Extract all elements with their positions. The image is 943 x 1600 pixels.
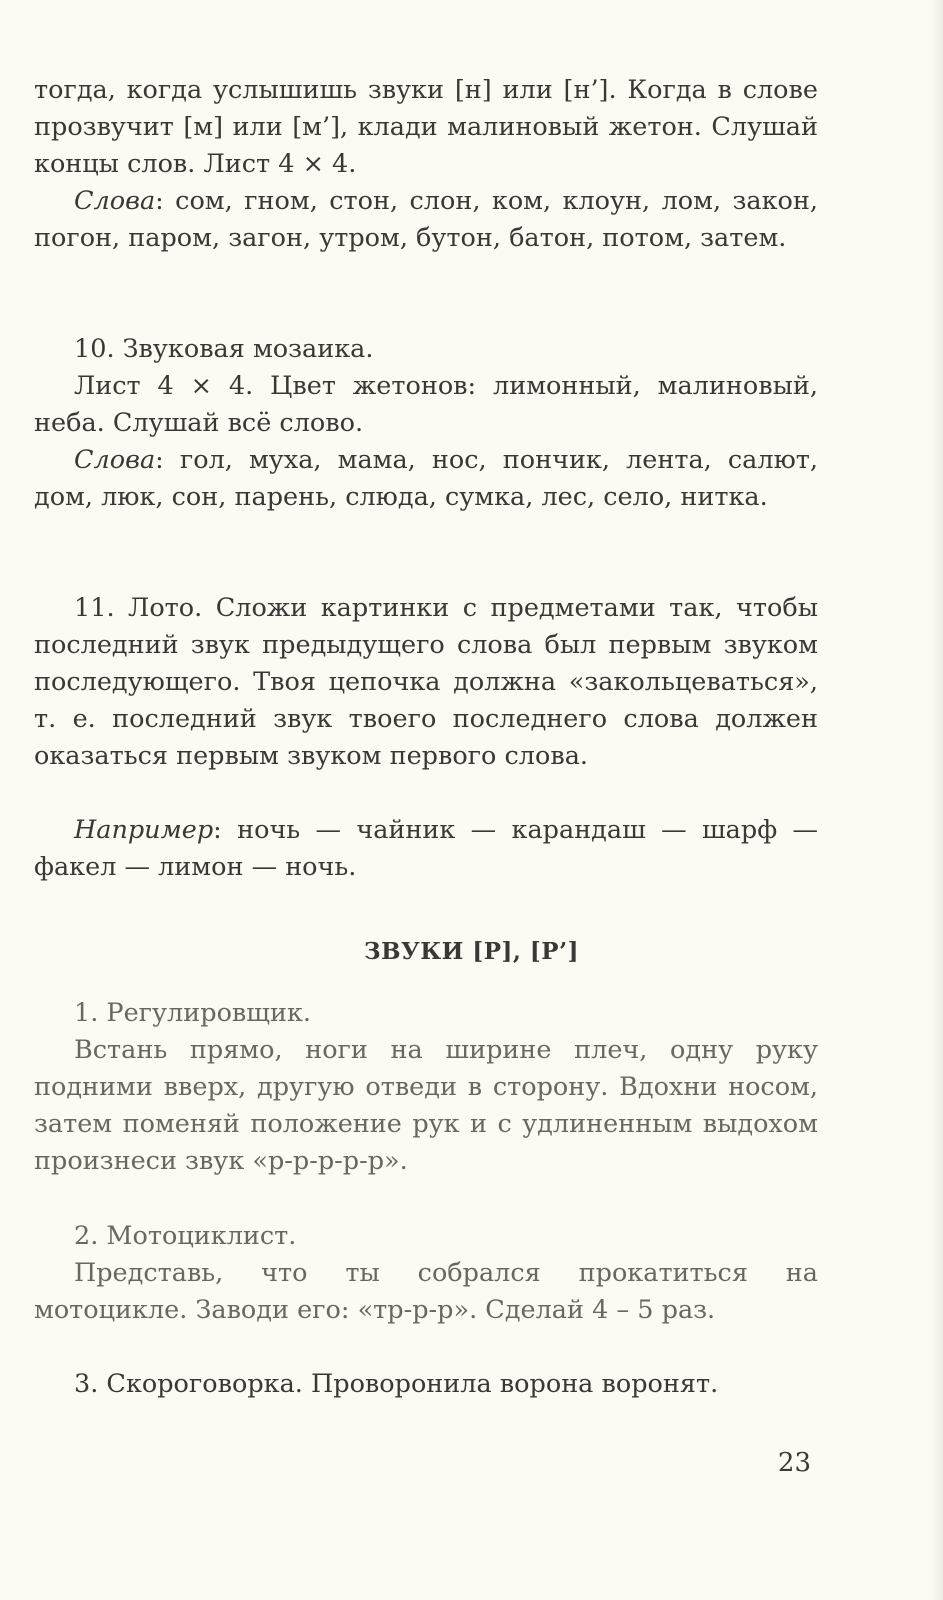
page-edge-shadow	[931, 0, 943, 1600]
paragraph-continuation: тогда, когда услышишь звуки [н] или [н’]. Когда в слове прозвучит [м] или [м’], клади малиновый жетон. Слушай концы слов. Лист 4 × 4.	[34, 75, 818, 179]
words-list-1	[34, 183, 818, 257]
section-3-text: 3. Скороговорка. Проворонила ворона воронят.	[74, 1369, 719, 1399]
example-text: : ночь — чайник — карандаш — шарф — факел — лимон — ночь.	[34, 815, 818, 882]
words-text: : сом, гном, стон, слон, ком, клоун, лом, закон, погон, паром, загон, утром, бутон, батон, потом, затем.	[34, 186, 818, 253]
exercise-11-example	[34, 812, 818, 886]
page-number: 23	[777, 1448, 811, 1478]
words-text: : гол, муха, мама, нос, пончик, лента, салют, дом, люк, сон, парень, слюда, сумка, лес, село, нитка.	[34, 445, 818, 512]
section-2-text: Представь, что ты собрался прокатиться на мотоцикле. Заводи его: «тр-р-р». Сделай 4 – 5 раз.	[34, 1258, 818, 1325]
section-1-title: 1. Регулировщик.	[74, 998, 312, 1028]
section-2-title: 2. Мотоциклист.	[74, 1221, 297, 1251]
exercise-10-text: Лист 4 × 4. Цвет жетонов: лимонный, малиновый, неба. Слушай всё слово.	[34, 371, 818, 438]
words-label: Слова	[74, 445, 156, 475]
exercise-11-text: 11. Лото. Сложи картинки с предметами так, чтобы последний звук предыдущего слова был первым звуком последующего. Твоя цепочка должна «закольцеваться», т. е. последний звук твоего последнего слова должен оказаться первым звуком первого слова.	[34, 593, 818, 771]
example-label: Например	[74, 815, 214, 845]
section-1-text: Встань прямо, ноги на ширине плеч, одну руку подними вверх, другую отведи в сторону. Вдохни носом, затем поменяй положение рук и с удлиненным выдохом произнеси звук «р-р-р-р-р».	[34, 1035, 818, 1176]
exercise-10-title: 10. Звуковая мозаика.	[74, 334, 374, 364]
words-label: Слова	[74, 186, 156, 216]
section-heading: ЗВУКИ [Р], [Р’]	[364, 938, 579, 965]
exercise-10-words	[34, 442, 818, 516]
